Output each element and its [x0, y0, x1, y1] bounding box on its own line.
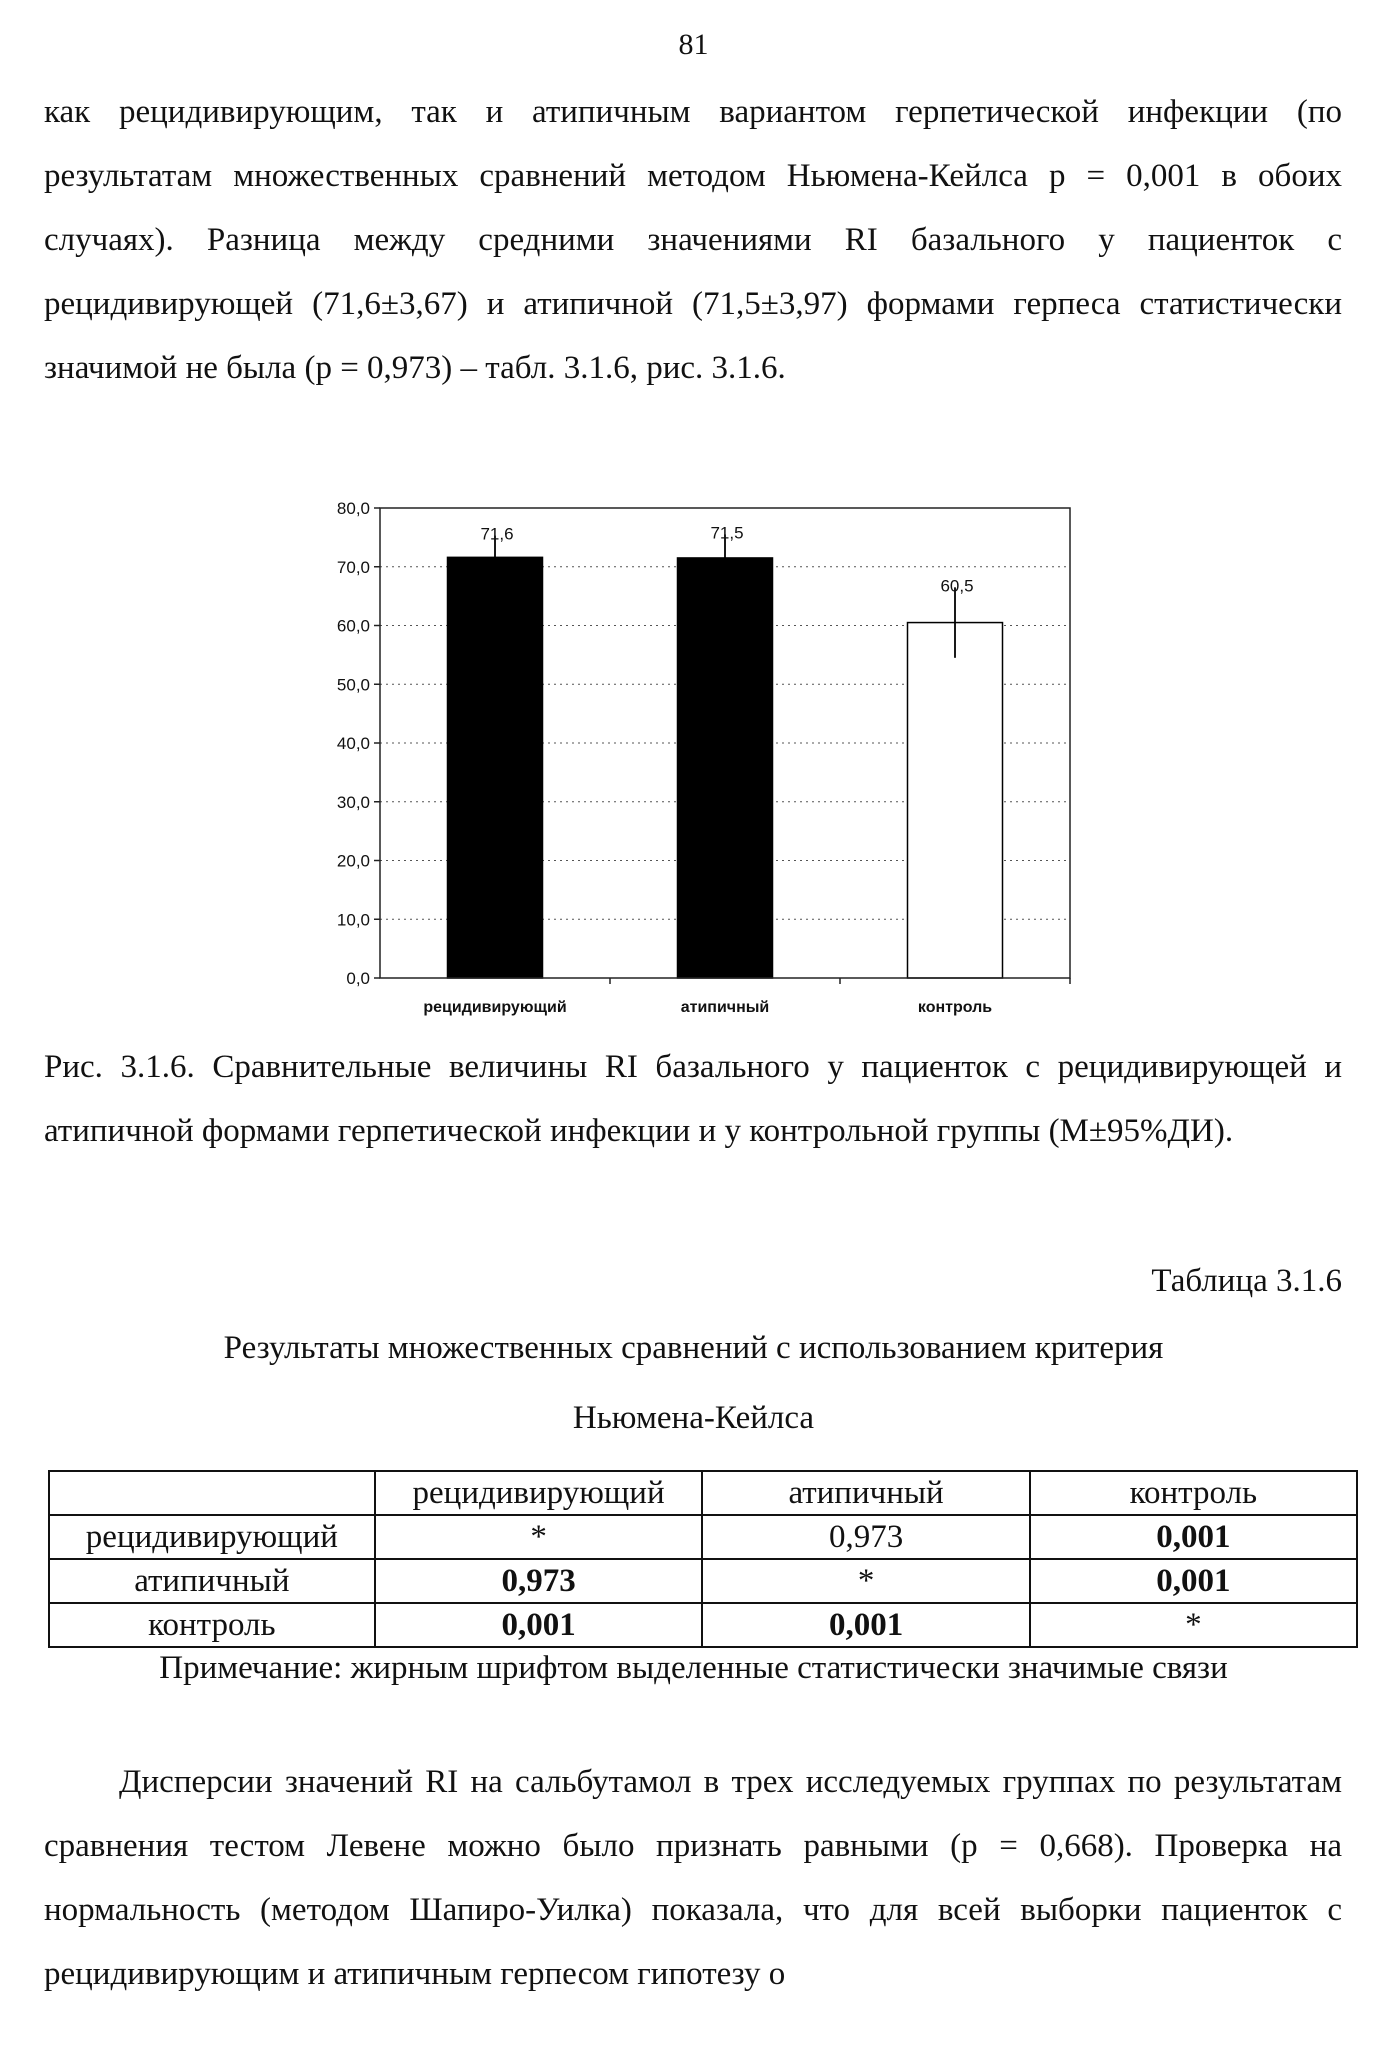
y-tick-label: 60,0 — [336, 616, 370, 636]
body-paragraph-2: Дисперсии значений RI на сальбутамол в трех исследуемых группах по результатам сравнения тестом Левене можно было признать равными (p = 0,668). Проверка на нормальность (методом Шапиро-Уилка) показала, что для всей выборки пациенток с рецидивирующим и атипичным герпесом гипотезу о — [44, 1764, 1342, 1992]
x-tick-label: атипичный — [680, 999, 770, 1016]
table-cell-significant: 0,001 — [375, 1603, 703, 1647]
chart-labels — [337, 499, 992, 1016]
table-row — [49, 1515, 1357, 1559]
table-row-label: рецидивирующий — [49, 1515, 375, 1559]
table-cell: * — [1030, 1603, 1357, 1647]
comparison-table — [48, 1470, 1358, 1648]
table-header-cell: атипичный — [702, 1471, 1029, 1515]
x-tick-label: рецидивирующий — [423, 999, 567, 1016]
table-cell: * — [702, 1559, 1029, 1603]
y-tick-label: 70,0 — [336, 557, 370, 577]
chart-bars — [448, 557, 1003, 978]
y-tick-label: 50,0 — [336, 675, 370, 695]
table-row-label: контроль — [49, 1603, 375, 1647]
table-row — [49, 1603, 1357, 1647]
data-label: 71,5 — [710, 523, 744, 543]
x-tick-label: контроль — [917, 999, 993, 1016]
body-paragraph-1: как рецидивирующим, так и атипичным вариантом герпетической инфекции (по результатам множественных сравнений методом Ньюмена-Кейлса p = 0,001 в обоих случаях). Разница между средними значениями RI базального у пациенток с рецидивирующей (71,6±3,67) и атипичной (71,5±3,97) формами герпеса статистически значимой не была (p = 0,973) – табл. 3.1.6, рис. 3.1.6. — [44, 94, 1342, 386]
table-cell: * — [375, 1515, 703, 1559]
bar — [908, 623, 1003, 978]
table-header-row — [49, 1471, 1357, 1515]
data-label: 71,6 — [480, 524, 514, 544]
table-row — [49, 1559, 1357, 1603]
table-row-label: атипичный — [49, 1559, 375, 1603]
table-label: Таблица 3.1.6 — [1151, 1263, 1342, 1299]
bar-chart — [300, 480, 1100, 1020]
table-title-line-1: Результаты множественных сравнений с использованием критерия — [223, 1330, 1164, 1366]
table-cell: 0,973 — [702, 1515, 1029, 1559]
table-header-cell — [49, 1471, 375, 1515]
table-cell-significant: 0,001 — [702, 1603, 1029, 1647]
table-header-cell: контроль — [1030, 1471, 1357, 1515]
table-cell-significant: 0,001 — [1030, 1559, 1357, 1603]
table-header-cell: рецидивирующий — [375, 1471, 703, 1515]
bar — [448, 557, 543, 978]
data-label: 60,5 — [940, 576, 974, 596]
y-tick-label: 40,0 — [336, 734, 370, 753]
bar — [678, 558, 773, 978]
y-tick-label: 10,0 — [336, 910, 370, 930]
table-title-line-2: Ньюмена-Кейлса — [572, 1400, 815, 1436]
y-tick-label: 20,0 — [336, 851, 370, 871]
table-cell-bold: 0,973 — [375, 1559, 703, 1603]
y-tick-label: 0,0 — [346, 969, 370, 988]
page-number: 81 — [678, 28, 709, 61]
figure-caption: Рис. 3.1.6. Сравнительные величины RI базального у пациенток с рецидивирующей и атипичной формами герпетической инфекции и у контрольной группы (M±95%ДИ). — [44, 1049, 1342, 1149]
table-note: Примечание: жирным шрифтом выделенные статистически значимые связи — [159, 1650, 1228, 1686]
y-tick-label: 80,0 — [336, 499, 370, 518]
y-tick-label: 30,0 — [336, 792, 370, 812]
table-cell-significant: 0,001 — [1030, 1515, 1357, 1559]
